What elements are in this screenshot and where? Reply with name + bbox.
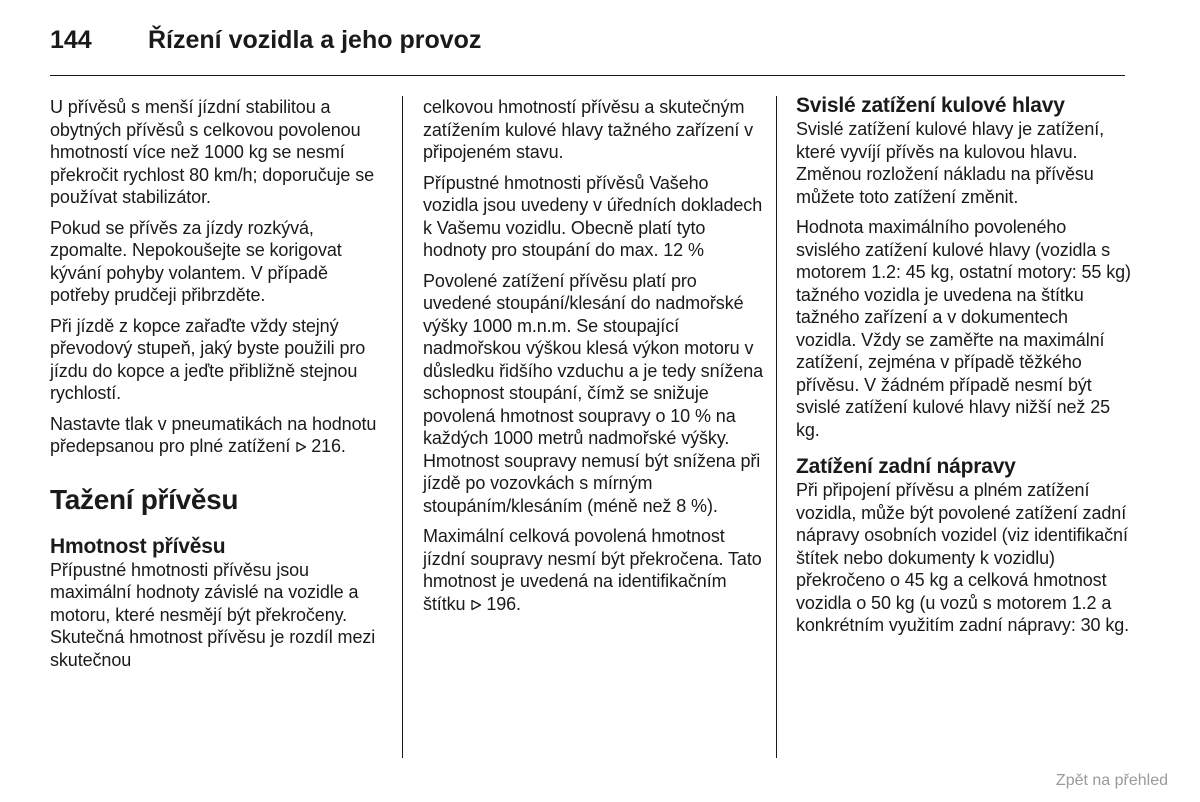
paragraph	[50, 413, 385, 458]
column-divider	[776, 96, 777, 758]
paragraph: Přípustné hmotnosti přívěsu jsou maximální hodnoty závislé na vozidle a motoru, které nesmějí být překročeny. Skutečná hmotnost přívěsu je rozdíl mezi skutečnou	[50, 559, 376, 670]
paragraph: Při připojení přívěsu a plném zatížení vozidla, může být povolené zatížení zadní nápravy osobních vozidel (viz identifikační štítek nebo dokumenty k vozidlu) překročeno o 45 kg a celková hmotnost vozidla o 50 kg (u vozů s motorem 1.2 a konkrétním využitím zadní nápravy: 30 kg.	[796, 480, 1130, 635]
paragraph: celkovou hmotností přívěsu a skutečným zatížením kulové hlavy tažného zařízení v připojeném stavu.	[423, 97, 754, 162]
paragraph-text: Maximální celková povolená hmotnost jízdní soupravy nesmí být překročena. Tato hmotnost je uvedená na identifikačním štítku	[423, 526, 762, 614]
paragraph: Hodnota maximálního povoleného svislého zatížení kulové hlavy (vozidla s motorem 1.2: 45 kg, ostatní motory: 55 kg) tažného vozidla je uvedena na štítku tažného zařízení a v dokumentech vozidla. Vždy se zaměřte na maximální zatížení, zejména v případě těžkého přívěsu. V žádném případě nesmí být svislé zatížení kulové hlavy nižší než 25 kg.	[796, 217, 1131, 440]
page-header	[50, 24, 1125, 76]
subsection-title: Zatížení zadní nápravy	[796, 455, 1016, 478]
paragraph-text: Nastavte tlak v pneumatikách na hodnotu předepsanou pro plné zatížení	[50, 413, 377, 456]
paragraph: Povolené zatížení přívěsu platí pro uvedené stoupání/klesání do nadmořské výšky 1000 m.n.m. Se stoupající nadmořskou výškou klesá výkon motoru v důsledku řidšího vzduchu a je tedy snížena schopnost stoupání, čímž se snižuje povolená hmotnost soupravy o 10 % na každých 1000 metrů nadmořské výšky. Hmotnost soupravy nemusí být snížena při jízdě po vozovkách s mírným stoupáním/klesáním (méně než 8 %).	[423, 270, 764, 516]
paragraph: U přívěsů s menší jízdní stabilitou a obytných přívěsů s celkovou povolenou hmotností více než 1000 kg se nesmí překročit rychlost 80 km/h; doporučuje se používat stabilizátor.	[50, 97, 375, 207]
column-divider	[402, 96, 403, 758]
paragraph: Svislé zatížení kulové hlavy je zatížení, které vyvíjí přívěs na kulovou hlavu. Změnou rozložení nákladu na přívěsu můžete toto zatížení změnit.	[796, 119, 1105, 207]
subsection-title: Hmotnost přívěsu	[50, 534, 226, 558]
text-column-3	[796, 96, 1132, 645]
cross-reference-page: 196.	[486, 593, 521, 614]
text-column-1	[50, 96, 385, 679]
triangle-right-icon	[470, 599, 482, 611]
cross-reference-link[interactable]	[470, 594, 521, 614]
text-column-2	[423, 96, 763, 623]
paragraph: Pokud se přívěs za jízdy rozkývá, zpomalte. Nepokoušejte se korigovat kývání pohyby volantem. V případě potřeby prudčeji přibrzděte.	[50, 217, 342, 305]
page-number: 144	[50, 26, 92, 54]
subsection-title: Svislé zatížení kulové hlavy	[796, 94, 1065, 117]
chapter-title: Řízení vozidla a jeho provoz	[148, 26, 482, 54]
header-rule	[50, 75, 1125, 76]
section-title: Tažení přívěsu	[50, 483, 239, 515]
paragraph: Při jízdě z kopce zařaďte vždy stejný převodový stupeň, jaký byste použili pro jízdu do kopce a jeďte přibližně stejnou rychlostí.	[50, 315, 366, 403]
back-to-overview-link[interactable]: Zpět na přehled	[1055, 772, 1168, 789]
cross-reference-page: 216.	[311, 436, 346, 456]
paragraph	[423, 525, 763, 615]
paragraph: Přípustné hmotnosti přívěsů Vašeho vozidla jsou uvedeny v úředních dokladech k Vašemu vozidlu. Obecně platí tyto hodnoty pro stoupání do max. 12 %	[423, 172, 763, 260]
cross-reference-link[interactable]	[295, 436, 346, 456]
triangle-right-icon	[295, 441, 307, 453]
